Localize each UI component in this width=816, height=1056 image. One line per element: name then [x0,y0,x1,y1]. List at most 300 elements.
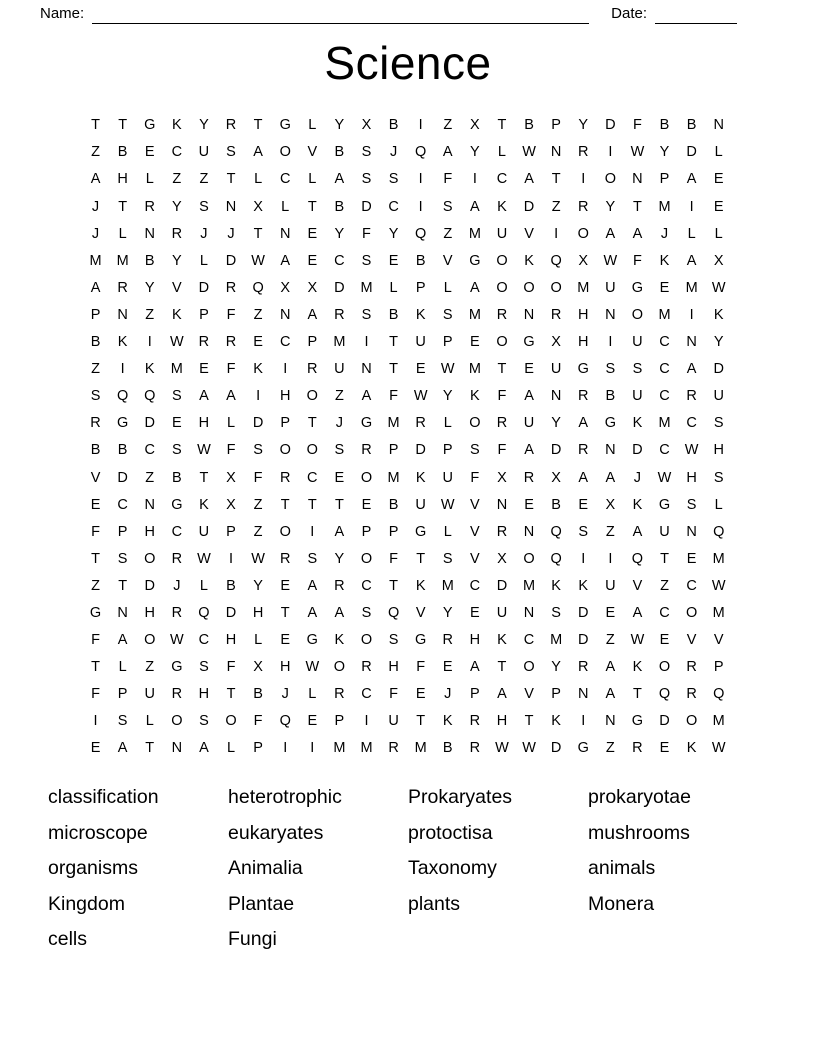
grid-letter: Y [334,225,345,242]
grid-letter: I [581,550,586,567]
grid-letter: N [117,306,128,323]
grid-letter: K [713,306,724,323]
grid-letter: A [280,252,291,269]
grid-letter: Z [605,523,615,540]
grid-letter: N [550,144,562,161]
grid-letter: M [658,415,671,432]
grid-letter: N [523,604,535,621]
grid-letter: D [198,279,210,296]
grid-letter: B [388,117,399,134]
grid-letter: N [361,361,372,378]
grid-letter: D [713,361,724,378]
grid-letter: S [388,171,399,188]
word-bank-column [408,780,588,958]
grid-letter: A [226,388,236,405]
grid-letter: X [713,252,724,269]
grid-letter: K [415,577,426,594]
grid-letter: K [632,659,643,676]
grid-letter: X [578,252,589,269]
grid-letter: P [334,713,345,730]
word-bank-column [228,780,408,958]
grid-letter: A [90,171,101,188]
word-bank [48,780,768,958]
grid-letter: X [605,496,616,513]
grid-letter: G [144,117,156,134]
grid-letter: A [470,198,480,215]
grid-letter: E [307,225,318,242]
grid-letter: A [497,686,507,703]
grid-letter: L [145,713,154,730]
grid-letter: F [497,388,507,405]
grid-letter: Z [172,171,182,188]
grid-letter: N [144,225,155,242]
grid-letter: V [632,577,643,594]
grid-letter: T [416,713,426,730]
grid-letter: T [497,117,507,134]
grid-letter: U [496,604,508,621]
grid-letter: A [334,171,345,188]
date-label: Date: [611,5,647,22]
grid-letter: U [605,577,616,594]
grid-letter: S [199,659,209,676]
grid-letter: E [199,361,209,378]
grid-letter: Q [252,279,264,296]
grid-letter: N [117,604,128,621]
grid-letter: F [497,442,507,459]
grid-letter: T [660,550,669,567]
grid-letter: S [199,198,209,215]
grid-letter: E [253,334,263,351]
grid-letter: Q [631,550,644,567]
grid-letter: Y [144,279,155,296]
grid-letter: W [495,740,509,757]
grid-letter: I [689,198,694,215]
grid-letter: Y [605,198,616,215]
grid-letter: R [496,306,508,323]
grid-letter: M [712,604,725,621]
grid-letter: A [307,577,318,594]
word-bank-item: mushrooms [588,821,690,844]
grid-letter: E [713,171,724,188]
grid-letter: N [632,171,643,188]
grid-letter: T [524,713,534,730]
grid-letter: E [470,334,480,351]
grid-letter: D [225,252,237,269]
grid-letter: S [632,361,643,378]
grid-letter: J [660,225,669,242]
grid-letter: G [89,604,102,621]
grid-letter: S [117,550,128,567]
grid-letter: P [280,415,291,432]
grid-letter: F [443,171,453,188]
grid-letter: R [307,361,318,378]
grid-letter: F [632,117,642,134]
grid-letter: T [91,117,100,134]
grid-letter: Y [334,550,345,567]
grid-letter: Y [470,144,480,161]
grid-letter: L [199,577,208,594]
grid-letter: T [226,171,236,188]
grid-letter: H [198,415,210,432]
word-bank-column [588,780,768,958]
header [40,4,737,24]
grid-letter: R [577,659,589,676]
grid-letter: B [334,198,345,215]
grid-letter: B [605,388,616,405]
grid-letter: S [226,144,236,161]
grid-letter: K [199,496,209,513]
grid-letter: B [90,334,101,351]
grid-letter: W [522,144,536,161]
grid-letter: O [360,632,373,649]
grid-letter: A [632,604,643,621]
grid-letter: A [686,361,697,378]
grid-letter: C [659,442,670,459]
grid-letter: R [686,388,697,405]
grid-letter: A [334,523,345,540]
grid-letter: N [279,306,291,323]
grid-letter: O [144,550,156,567]
grid-letter: W [711,279,726,296]
grid-letter: X [226,469,236,486]
grid-letter: S [713,469,724,486]
grid-letter: A [632,225,643,242]
grid-letter: U [659,523,670,540]
grid-letter: I [283,740,288,757]
grid-letter: T [307,496,317,513]
name-blank-line [92,6,589,24]
grid-letter: A [442,144,453,161]
grid-letter: T [280,604,290,621]
grid-letter: R [334,686,345,703]
grid-letter: K [524,252,534,269]
grid-letter: T [118,117,128,134]
grid-letter: B [415,252,426,269]
puzzle-grid [82,112,732,762]
grid-letter: A [605,225,616,242]
grid-letter: F [416,659,426,676]
grid-letter: K [632,415,643,432]
grid-letter: W [711,577,726,594]
page-title: Science [324,37,492,89]
grid-letter: L [308,117,317,134]
grid-letter: P [551,117,561,134]
grid-letter: F [362,225,371,242]
grid-letter: T [334,496,344,513]
grid-letter: P [470,686,480,703]
grid-letter: Q [198,604,210,621]
grid-letter: O [306,442,318,459]
grid-letter: S [578,523,589,540]
word-bank-item: Plantae [228,892,295,915]
grid-letter: C [198,632,210,649]
grid-letter: J [173,577,181,594]
grid-letter: Z [443,225,453,242]
grid-letter: P [388,523,399,540]
grid-letter: I [689,306,694,323]
grid-letter: P [226,523,236,540]
word-bank-item: Monera [588,892,655,915]
grid-letter: J [335,415,344,432]
grid-letter: W [711,740,726,757]
grid-letter: Q [550,550,562,567]
grid-letter: A [199,388,209,405]
grid-letter: M [523,577,536,594]
grid-letter: L [118,225,127,242]
grid-letter: R [279,550,291,567]
grid-letter: R [496,415,508,432]
grid-letter: M [414,740,427,757]
word-bank-item: heterotrophic [228,786,342,808]
grid-letter: H [144,604,155,621]
grid-letter: F [226,306,236,323]
grid-letter: R [388,740,399,757]
grid-letter: Z [91,361,100,378]
word-bank-column [48,780,228,958]
grid-letter: S [361,306,372,323]
grid-letter: F [226,442,236,459]
grid-letter: S [442,306,453,323]
grid-letter: R [117,279,128,296]
grid-letter: F [91,632,100,649]
grid-letter: F [389,388,398,405]
grid-letter: P [361,523,372,540]
grid-letter: M [387,415,400,432]
grid-letter: U [144,686,155,703]
grid-letter: L [308,686,317,703]
grid-letter: R [577,144,589,161]
grid-letter: V [470,496,480,513]
grid-letter: L [281,198,290,215]
grid-letter: B [253,686,263,703]
grid-letter: F [389,550,398,567]
grid-letter: A [334,604,345,621]
grid-letter: V [524,686,534,703]
grid-letter: S [388,632,399,649]
grid-letter: G [306,632,318,649]
grid-letter: M [360,740,373,757]
grid-letter: A [686,252,697,269]
grid-letter: L [497,144,506,161]
grid-letter: Z [605,740,615,757]
grid-letter: B [334,144,345,161]
grid-letter: J [91,198,100,215]
grid-letter: W [305,659,320,676]
grid-letter: V [524,225,534,242]
grid-letter: T [416,550,426,567]
grid-letter: C [686,577,697,594]
grid-letter: N [523,523,535,540]
grid-letter: H [686,469,697,486]
grid-letter: N [279,225,291,242]
word-bank-item: Animalia [228,857,303,880]
grid-letter: U [550,361,562,378]
grid-letter: T [253,225,263,242]
grid-letter: R [632,740,643,757]
grid-letter: L [443,415,452,432]
grid-letter: W [251,252,265,269]
grid-letter: E [578,496,589,513]
grid-letter: O [496,252,508,269]
grid-letter: W [440,361,455,378]
grid-letter: M [170,361,183,378]
grid-letter: C [279,334,291,351]
grid-letter: Q [713,523,725,540]
grid-letter: C [171,523,183,540]
grid-letter: Z [199,171,209,188]
grid-letter: J [389,144,398,161]
grid-letter: Y [199,117,209,134]
grid-letter: N [523,306,535,323]
grid-letter: M [550,632,563,649]
grid-letter: B [551,496,561,513]
grid-letter: A [605,469,616,486]
grid-letter: A [524,388,534,405]
grid-letter: G [523,334,535,351]
grid-letter: M [712,550,725,567]
grid-letter: F [226,659,236,676]
grid-letter: E [90,496,101,513]
grid-letter: D [252,415,264,432]
grid-letter: U [334,361,345,378]
grid-letter: I [554,225,559,242]
grid-letter: G [469,252,481,269]
grid-letter: S [442,550,453,567]
grid-letter: A [686,171,697,188]
grid-letter: W [197,442,211,459]
grid-letter: K [415,469,426,486]
grid-letter: H [225,632,237,649]
grid-letter: P [253,740,263,757]
grid-letter: I [608,144,613,161]
grid-letter: A [470,659,480,676]
grid-letter: E [171,415,182,432]
grid-letter: T [253,117,263,134]
grid-letter: A [632,523,643,540]
grid-letter: D [523,198,535,215]
grid-letter: O [685,604,698,621]
grid-letter: A [117,740,128,757]
grid-letter: B [686,117,697,134]
grid-letter: C [307,469,318,486]
grid-letter: C [171,144,183,161]
grid-letter: D [361,198,372,215]
grid-letter: I [581,171,586,188]
grid-letter: E [659,632,670,649]
grid-letter: I [310,523,315,540]
grid-letter: I [418,198,423,215]
grid-letter: I [581,713,586,730]
grid-letter: I [418,171,423,188]
grid-letter: B [171,469,182,486]
grid-letter: Y [171,198,182,215]
grid-letter: R [469,740,481,757]
grid-letter: W [169,632,184,649]
grid-letter: X [226,496,236,513]
grid-letter: K [659,252,670,269]
grid-letter: L [254,632,263,649]
grid-letter: W [630,144,645,161]
grid-letter: C [659,361,670,378]
grid-letter: O [279,144,291,161]
grid-letter: L [714,144,723,161]
grid-letter: W [251,550,265,567]
grid-letter: T [118,198,128,215]
grid-letter: E [686,550,697,567]
grid-letter: S [686,496,697,513]
grid-letter: U [198,523,210,540]
grid-letter: F [632,252,642,269]
grid-letter: O [279,442,291,459]
grid-letter: A [90,279,101,296]
grid-letter: I [229,550,234,567]
grid-letter: W [440,496,455,513]
grid-letter: M [441,577,454,594]
grid-letter: Y [551,659,561,676]
grid-letter: D [577,632,589,649]
grid-letter: D [550,740,562,757]
grid-letter: S [199,713,209,730]
grid-letter: T [307,415,317,432]
grid-letter: O [306,388,318,405]
grid-letter: R [225,334,237,351]
name-label: Name: [40,5,85,22]
grid-letter: B [226,577,236,594]
grid-letter: T [389,361,398,378]
grid-letter: G [279,117,291,134]
grid-letter: X [551,469,561,486]
grid-letter: R [496,523,508,540]
grid-letter: H [279,388,291,405]
grid-letter: M [333,334,346,351]
grid-letter: G [117,415,129,432]
grid-letter: S [361,252,372,269]
grid-letter: P [415,279,426,296]
grid-letter: K [171,306,182,323]
grid-letter: R [550,306,562,323]
grid-letter: R [415,415,426,432]
grid-letter: A [605,686,616,703]
grid-letter: R [523,469,535,486]
grid-letter: X [253,198,263,215]
grid-letter: P [388,442,399,459]
grid-letter: I [472,171,477,188]
grid-letter: O [631,306,644,323]
grid-letter: Z [253,523,263,540]
grid-letter: P [713,659,724,676]
grid-letter: R [361,659,372,676]
grid-letter: Z [145,306,155,323]
grid-letter: T [497,659,507,676]
grid-letter: R [171,604,183,621]
word-bank-item: protoctisa [408,821,493,844]
grid-letter: W [413,388,428,405]
grid-letter: T [91,550,100,567]
word-bank-item: Taxonomy [408,857,497,880]
grid-letter: Z [660,577,669,594]
grid-letter: T [389,577,398,594]
grid-letter: O [496,279,508,296]
grid-letter: E [334,469,345,486]
grid-letter: S [117,713,128,730]
grid-letter: C [334,252,345,269]
grid-letter: G [631,713,644,730]
grid-letter: E [605,604,616,621]
grid-letter: C [659,388,670,405]
grid-letter: D [659,713,670,730]
grid-letter: W [197,550,211,567]
grid-letter: T [280,496,290,513]
